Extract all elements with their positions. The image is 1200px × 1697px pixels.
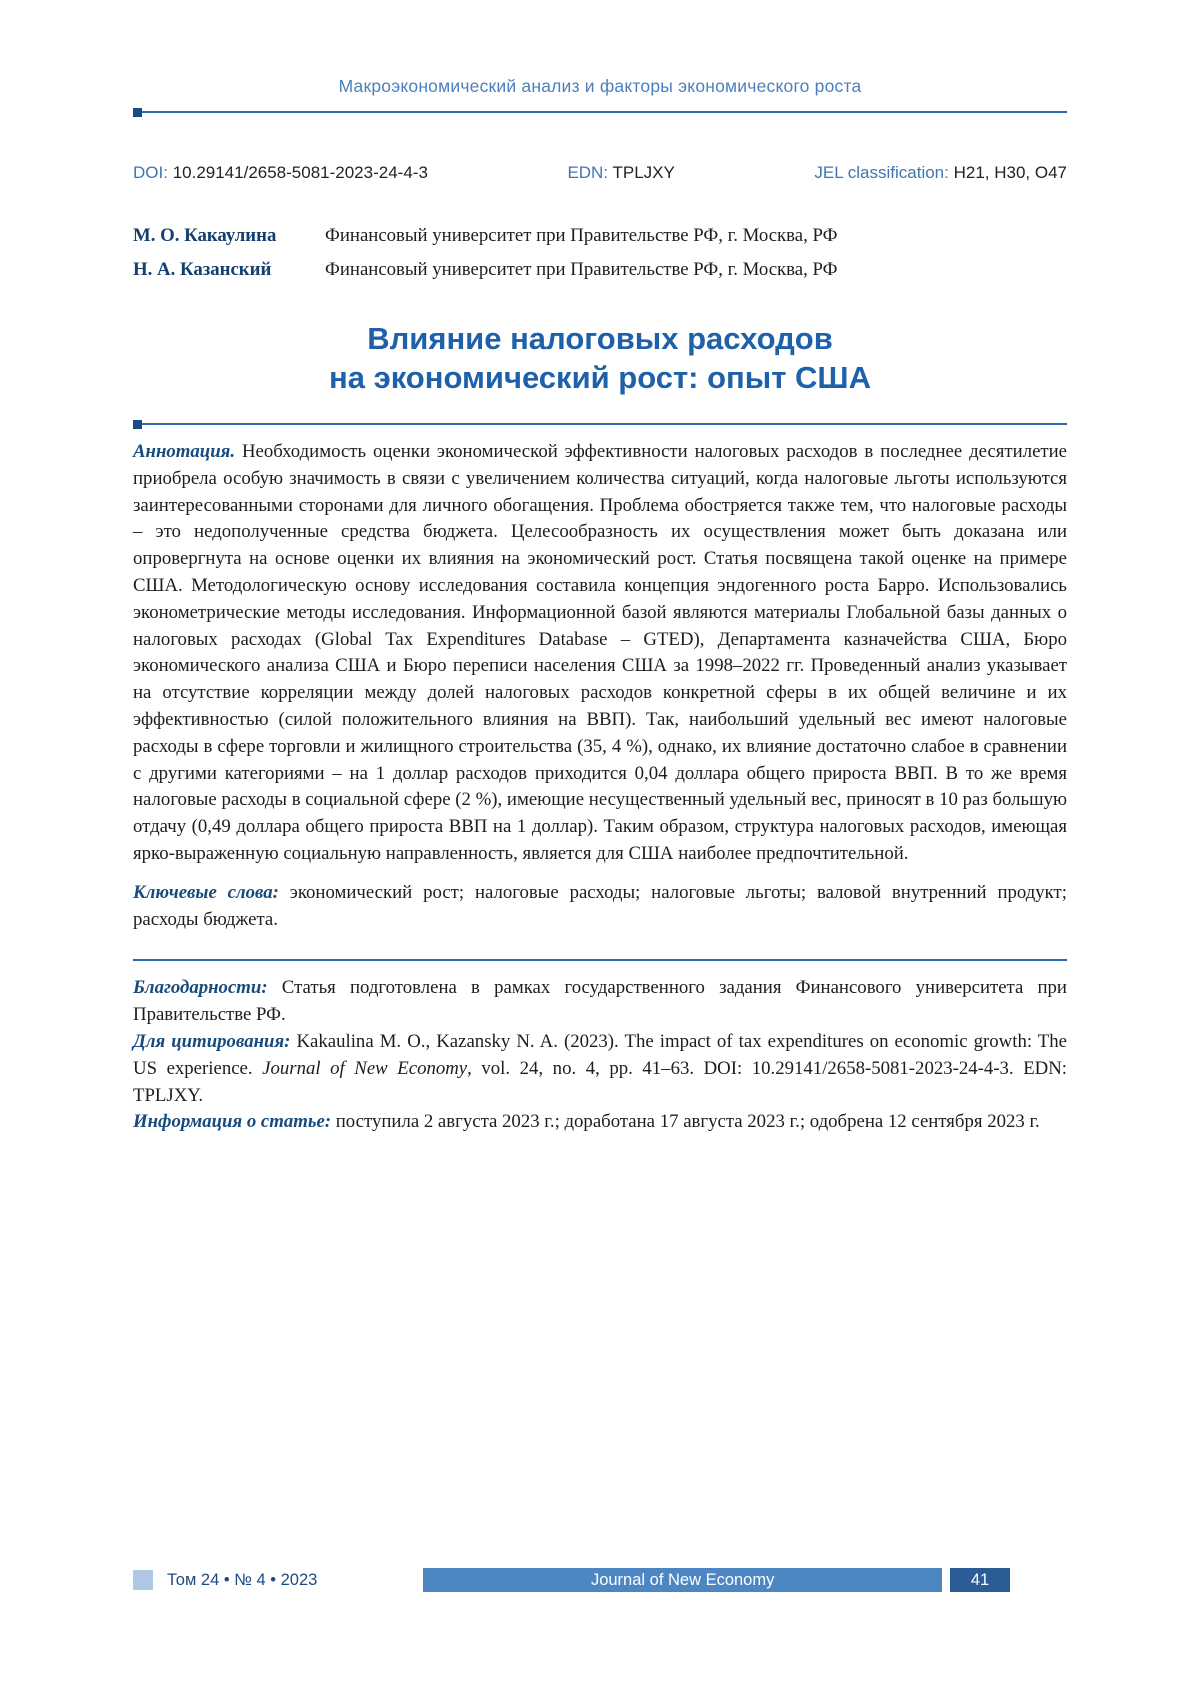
running-head bbox=[133, 76, 1067, 113]
running-title: Макроэкономический анализ и факторы экономического роста bbox=[338, 76, 862, 96]
article-title bbox=[133, 319, 1067, 397]
keywords-paragraph bbox=[133, 880, 1067, 934]
edn-entry bbox=[567, 163, 674, 183]
jel-value: H21, H30, O47 bbox=[953, 163, 1067, 182]
jel-label: JEL classification: bbox=[814, 163, 949, 182]
meta-row bbox=[133, 163, 1067, 183]
authors-block bbox=[133, 223, 1067, 291]
citation-paragraph bbox=[133, 1029, 1067, 1109]
article-title-line1: Влияние налоговых расходов bbox=[367, 321, 833, 356]
abstract-paragraph bbox=[133, 439, 1067, 868]
doi-value: 10.29141/2658-5081-2023-24-4-3 bbox=[172, 163, 428, 182]
abstract-label: Аннотация. bbox=[133, 441, 236, 462]
footer-journal-band bbox=[423, 1568, 942, 1592]
citation-text-before: Kakaulina M. O., Kazansky N. A. (2023). The impact of tax expenditures on economic growth: The US experience. bbox=[133, 1030, 1067, 1079]
article-info-paragraph bbox=[133, 1109, 1067, 1136]
author-name: Н. А. Казанский bbox=[133, 259, 272, 280]
citation-journal-name: Journal of New Economy bbox=[262, 1057, 468, 1079]
author-affiliation: Финансовый университет при Правительстве РФ, г. Москва, РФ bbox=[325, 225, 838, 246]
acknowledgements-label: Благодарности: bbox=[133, 977, 268, 999]
footer-volume: Том 24 • № 4 • 2023 bbox=[167, 1570, 318, 1589]
abstract-text: Необходимость оценки экономической эффективности налоговых расходов в последнее десятилетие приобрела особую значимость в связи с увеличением количества ситуаций, когда налоговые льготы используются заинтересованными сторонами для личного обогащения. Проблема обостряется также тем, что налоговые расходы – это недополученные средства бюджета. Целесообразность их осуществления может быть доказана или опровергнута на основе оценки их влияния на экономический рост. Статья посвящена такой оценке на примере США. Методологическую основу исследования составила концепция эндогенного роста Барро. Использовались эконометрические методы исследования. Информационной базой являются материалы Глобальной базы данных о налоговых расходах (Global Tax Expenditures Database – GTED), Департамента казначейства США, Бюро экономического анализа США и Бюро переписи населения США за 1998–2022 гг. Проведенный анализ указывает на отсутствие корреляции между долей налоговых расходов конкретной сферы в их общей величине и их эффективностью (силой положительного влияния на ВВП). Так, наибольший удельный вес имеют налоговые расходы в сфере торговли и жилищного строительства (35, 4 %), однако, их влияние достаточно слабое в сравнении с другими категориями – на 1 доллар расходов приходится 0,04 доллара общего прироста ВВП. В то же время налоговые расходы в социальной сфере (2 %), имеющие несущественный удельный вес, приносят в 10 раз большую отдачу (0,49 доллара общего прироста ВВП на 1 доллар). Таким образом, структура налоговых расходов, имеющая ярко-выраженную социальную направленность, является для США наиболее предпочтительной. bbox=[133, 441, 1067, 864]
author-row bbox=[133, 257, 1067, 282]
doi-label: DOI: bbox=[133, 163, 168, 182]
back-matter bbox=[133, 975, 1067, 1136]
footer-accent-square-icon bbox=[133, 1570, 153, 1590]
footer-journal-title: Journal of New Economy bbox=[590, 1570, 775, 1589]
article-info-text: поступила 2 августа 2023 г.; доработана 17 августа 2023 г.; одобрена 12 сентября 2023 г. bbox=[335, 1111, 1040, 1133]
jel-entry bbox=[814, 163, 1067, 183]
citation-text-after: , vol. 24, no. 4, pp. 41–63. DOI: 10.29141/2658-5081-2023-24-4-3. EDN: TPLJXY. bbox=[133, 1057, 1068, 1106]
article-title-line2: на экономический рост: опыт США bbox=[329, 360, 871, 395]
author-row bbox=[133, 223, 1067, 248]
keywords-label: Ключевые слова: bbox=[133, 881, 279, 903]
keywords-text: экономический рост; налоговые расходы; налоговые льготы; валовой внутренний продукт; расходы бюджета. bbox=[133, 881, 1067, 930]
citation-label: Для цитирования: bbox=[133, 1030, 291, 1052]
author-affiliation: Финансовый университет при Правительстве РФ, г. Москва, РФ bbox=[325, 259, 838, 280]
page-footer bbox=[133, 1568, 1067, 1592]
section-divider bbox=[133, 959, 1067, 961]
header-rule bbox=[133, 111, 1067, 113]
footer-page-number: 41 bbox=[950, 1568, 1010, 1592]
rule-square-icon bbox=[133, 108, 142, 117]
doi-entry bbox=[133, 163, 428, 183]
rule-square-icon bbox=[133, 420, 142, 429]
edn-label: EDN: bbox=[567, 163, 609, 182]
author-name: М. О. Какаулина bbox=[133, 225, 277, 246]
edn-value: TPLJXY bbox=[612, 163, 675, 182]
abstract-rule bbox=[133, 423, 1067, 425]
acknowledgements-paragraph bbox=[133, 975, 1067, 1029]
acknowledgements-text: Статья подготовлена в рамках государственного задания Финансового университета при Правительстве РФ. bbox=[133, 977, 1067, 1026]
article-info-label: Информация о статье: bbox=[133, 1111, 332, 1133]
